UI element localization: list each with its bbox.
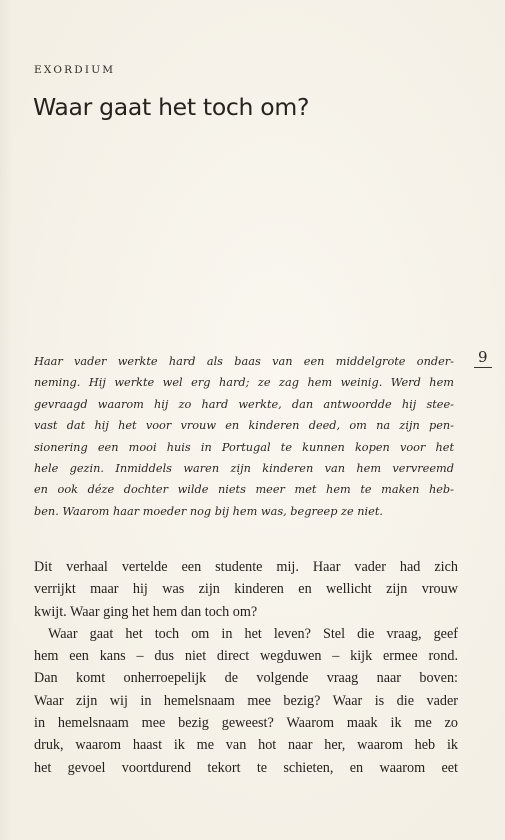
body-line: het gevoel voortdurend tekort te schieten, en waarom eet [34, 759, 458, 776]
body-line: Dan komt onherroepelijk de volgende vraag naar boven: [34, 670, 458, 687]
body-line: hem een kans – dus niet direct wegduwen – kijk ermee rond. [34, 648, 458, 665]
body-line: Dit verhaal vertelde een studente mij. Haar vader had zich [34, 559, 458, 575]
page-number: 9 [474, 348, 492, 368]
body-line: kwijt. Waar ging het hem dan toch om? [34, 603, 258, 620]
body-line: Waar gaat het toch om in het leven? Stel die vraag, geef [48, 625, 458, 642]
body-text [34, 556, 458, 779]
quote-line: neming. Hij werkte wel erg hard; ze zag hem weinig. Werd hem [34, 376, 454, 390]
quote-line: ben. Waarom haar moeder nog bij hem was, begreep ze niet. [34, 504, 383, 518]
chapter-label: EXORDIUM [34, 64, 116, 76]
quote-line: hele gezin. Inmiddels waren zijn kinderen van hem vervreemd [34, 462, 454, 476]
italic-anecdote [34, 351, 454, 522]
chapter-title: Waar gaat het toch om? [33, 93, 310, 121]
quote-line: Haar vader werkte hard als baas van een middelgrote onder- [34, 355, 454, 368]
body-line: druk, waarom haast ik me van hot naar her, waarom heb ik [34, 737, 458, 754]
body-line: in hemelsnaam mee bezig geweest? Waarom maak ik me zo [34, 715, 458, 732]
quote-line: vast dat hij het voor vrouw en kinderen deed, om na zijn pen- [34, 419, 454, 433]
quote-line: en ook déze dochter wilde niets meer met hem te maken heb- [34, 483, 454, 497]
quote-line: sionering een mooi huis in Portugal te kunnen kopen voor het [34, 440, 454, 454]
body-line: verrijkt maar hij was zijn kinderen en wellicht zijn vrouw [34, 581, 458, 598]
body-line: Waar zijn wij in hemelsnaam mee bezig? Waar is die vader [34, 692, 458, 709]
quote-line: gevraagd waarom hij zo hard werkte, dan antwoordde hij stee- [34, 397, 454, 411]
